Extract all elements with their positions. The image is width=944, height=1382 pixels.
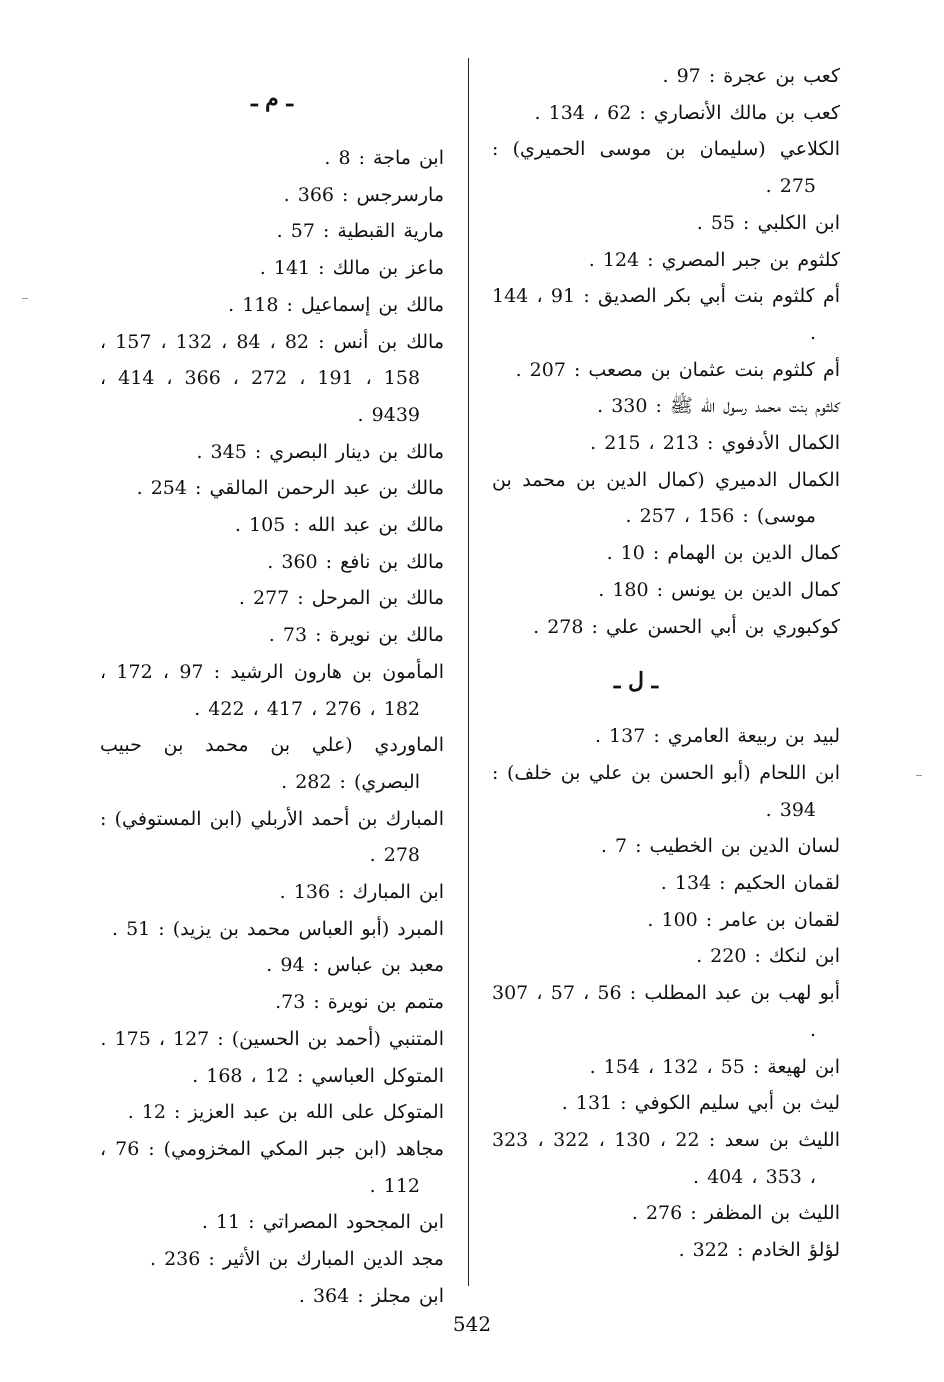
- index-entry: ابن ماجة : 8 .: [324, 147, 444, 169]
- index-entry: لؤلؤ الخادم : 322 .: [678, 1239, 840, 1262]
- index-entry: ابن لنكك : 220 .: [696, 945, 840, 968]
- index-entry: كمال الدين بن يونس : 180 .: [598, 578, 840, 601]
- index-entry: لبيد بن ربيعة العامري : 137 .: [594, 725, 840, 748]
- index-entry: أم كلثوم بنت عثمان بن مصعب : 207 .: [515, 358, 840, 381]
- index-entry: المأمون بن هارون الرشيد : 97 ، 172 ، 182 ، 276 ، 417 ، 422 .: [100, 660, 445, 720]
- index-entry: المبرد (أبو العباس محمد بن يزيد) : 51 .: [111, 917, 444, 940]
- right-entries-bottom: [492, 718, 840, 1269]
- left-entries: [100, 140, 444, 1315]
- index-entry: كوكبوري بن أبي الحسن علي : 278 .: [533, 615, 840, 638]
- index-entry: كلثوم بن جبر المصري : 124 .: [588, 248, 840, 271]
- index-entry: مالك بن نافع : 360 .: [267, 550, 444, 573]
- left-column: [100, 58, 444, 1315]
- index-entry: المتنبي (أحمد بن الحسين) : 127 ، 175 .: [100, 1027, 444, 1050]
- index-entry: ابن الكلبي : 55 .: [696, 211, 840, 234]
- index-entry: متمم بن نويرة : 73.: [275, 991, 444, 1014]
- index-entry: ابن المبارك : 136 .: [279, 881, 444, 904]
- index-entry: لقمان الحكيم : 134 .: [660, 872, 840, 895]
- page-number: 542: [452, 1312, 492, 1336]
- index-entry: الكمال الأدفوي : 213 ، 215 .: [590, 432, 840, 455]
- margin-speck: [22, 298, 28, 299]
- index-entry: مارسرجس : 366 .: [283, 183, 444, 206]
- index-entry: مالك بن دينار البصري : 345 .: [196, 440, 444, 463]
- index-entry: مالك بن عبد الرحمن المالقي : 254 .: [136, 477, 444, 500]
- index-entry: كعب بن مالك الأنصاري : 62 ، 134 .: [534, 101, 840, 124]
- index-entry: مجد الدين المبارك بن الأثير : 236 .: [150, 1248, 444, 1271]
- index-entry: مالك بن عبد الله : 105 .: [234, 514, 444, 537]
- index-entry: مالك بن أنس : 82 ، 84 ، 132 ، 157 ، 158 ، 191 ، 272 ، 366 ، 414 ، 9439 .: [100, 330, 445, 426]
- index-entry: الكمال الدميري (كمال الدين بن محمد بن موسى) : 156 ، 257 .: [492, 468, 840, 528]
- index-entry: المتوكل على الله بن عبد العزيز : 12 .: [127, 1101, 444, 1124]
- index-entry: المتوكل العباسي : 12 ، 168 .: [192, 1064, 444, 1087]
- right-column: [492, 58, 840, 1269]
- section-heading-mim: ـ م ـ: [251, 86, 293, 112]
- index-entry: أبو لهب بن عبد المطلب : 56 ، 57 ، 307 .: [492, 982, 841, 1041]
- index-entry: المبارك بن أحمد الأربلي (ابن المستوفي) : 278 .: [100, 807, 444, 867]
- column-divider: [468, 58, 469, 1286]
- index-entry: الماوردي (علي بن محمد بن حبيب البصري) : 282 .: [100, 734, 444, 793]
- index-entry: ليث بن أبي سليم الكوفي : 131 .: [561, 1092, 840, 1115]
- section-heading-lam: ـ ل ـ: [613, 668, 659, 695]
- index-entry: مالك بن إسماعيل : 118 .: [228, 293, 444, 316]
- index-entry: أم كلثوم بنت أبي بكر الصديق : 91 ، 144 .: [492, 285, 840, 344]
- index-entry: كعب بن عجرة : 97 .: [662, 65, 840, 87]
- index-entry: لقمان بن عامر : 100 .: [647, 908, 840, 931]
- index-entry: الليث بن المظفر : 276 .: [631, 1202, 840, 1225]
- index-entry: لسان الدين بن الخطيب : 7 .: [600, 835, 840, 858]
- index-entry: مارية القبطية : 57 .: [276, 220, 444, 243]
- index-entry: كلثوم بنت محمد رسول الله ﷺ : 330 .: [597, 395, 840, 418]
- index-entry: ابن اللحام (أبو الحسن بن علي بن خلف) : 394 .: [492, 761, 840, 821]
- margin-speck: [916, 775, 922, 776]
- index-entry: كمال الدين بن الهمام : 10 .: [606, 542, 840, 565]
- right-entries-top: [492, 58, 840, 645]
- index-entry: مالك بن نويرة : 73 .: [268, 624, 444, 647]
- index-entry: الليث بن سعد : 22 ، 130 ، 322 ، 323 ، 353 ، 404 .: [492, 1128, 840, 1188]
- index-entry: ابن لهيعة : 55 ، 132 ، 154 .: [589, 1055, 840, 1078]
- index-entry: معبد بن عباس : 94 .: [266, 954, 444, 977]
- index-entry: مجاهد (ابن جبر المكي المخزومي) : 76 ، 112 .: [100, 1137, 445, 1197]
- index-entry: مالك بن المرحل : 277 .: [238, 587, 444, 610]
- index-entry: ابن المجحود المصراتي : 11 .: [201, 1211, 444, 1234]
- index-entry: ابن مجلز : 364 .: [298, 1284, 444, 1307]
- index-entry: ماعز بن مالك : 141 .: [259, 257, 444, 280]
- index-entry: الكلاعي (سليمان بن موسى الحميري) : 275 .: [492, 138, 840, 198]
